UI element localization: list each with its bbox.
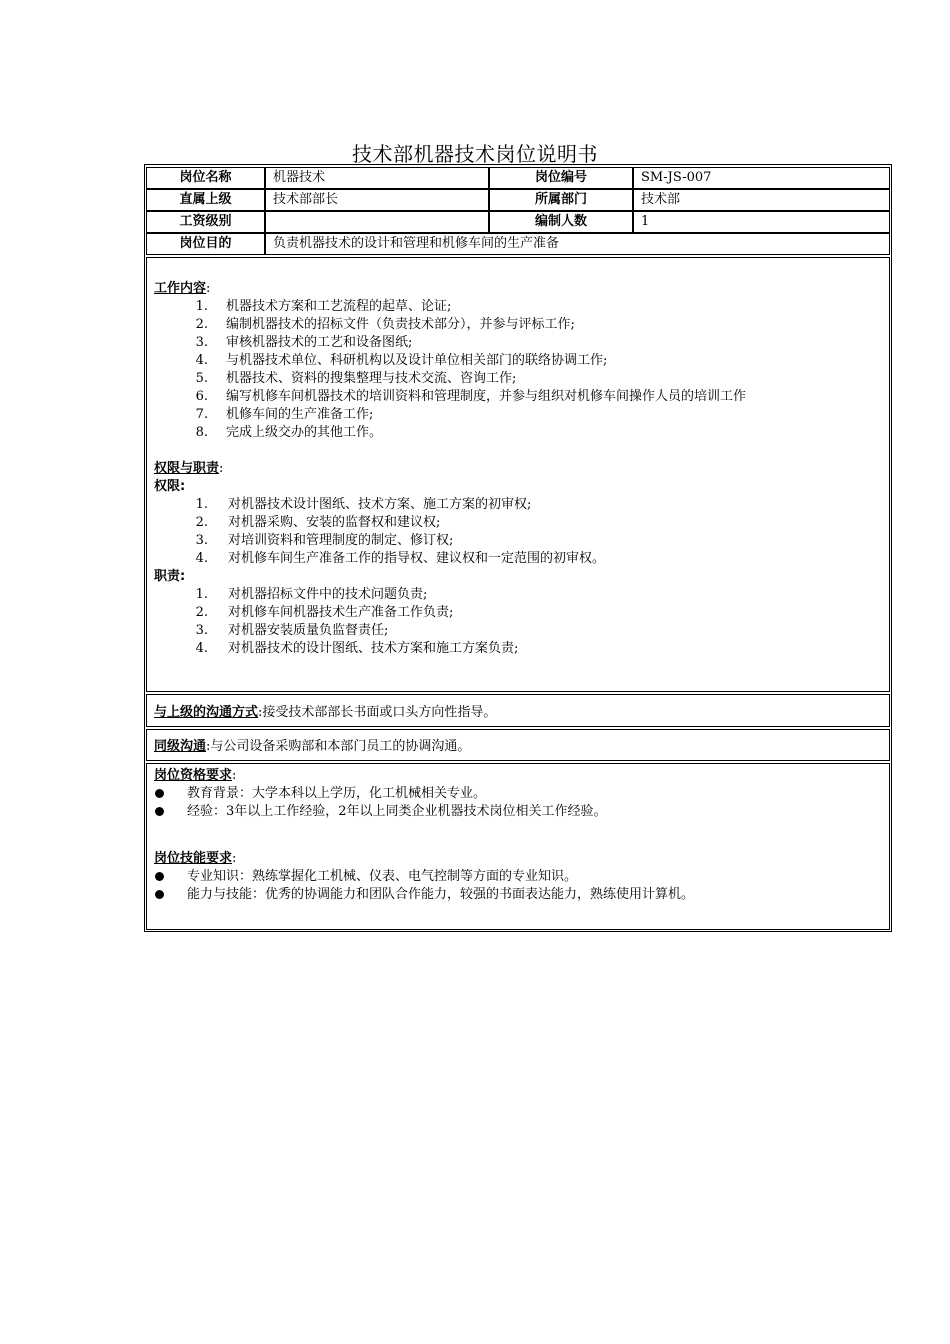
list-number: 1.: [195, 497, 208, 512]
department-label: 所属部门: [489, 189, 633, 211]
peer-communication-section: [146, 729, 890, 761]
list-number: 3.: [195, 335, 208, 350]
qualifications-heading-colon: :: [232, 768, 237, 783]
header-info-table: [146, 167, 890, 255]
list-item: [154, 868, 882, 886]
list-number: 6.: [195, 389, 208, 404]
superior-communication-label: 与上级的沟通方式: [154, 705, 259, 720]
list-item: [154, 785, 882, 803]
list-item: [154, 532, 882, 550]
list-text: 对机器技术的设计图纸、技术方案和施工方案负责;: [228, 641, 519, 656]
list-text: 对机器采购、安装的监督权和建议权;: [228, 515, 441, 530]
document-title: 技术部机器技术岗位说明书: [352, 142, 598, 166]
headcount-label: 编制人数: [489, 211, 633, 233]
list-item: [154, 388, 882, 406]
bullet-icon: [155, 807, 164, 816]
duties-section: [146, 257, 890, 692]
header-row-salary: [146, 211, 890, 233]
superior-communication-section: [146, 694, 890, 727]
list-item: [154, 586, 882, 604]
salary-level-label: 工资级别: [146, 211, 265, 233]
qualifications-heading-line: [154, 767, 882, 785]
position-name-label: 岗位名称: [146, 167, 265, 189]
list-item: [154, 886, 882, 904]
work-heading-line: [154, 280, 882, 298]
list-item: [154, 604, 882, 622]
list-item: [154, 316, 882, 334]
authority-heading: 权限与职责: [154, 461, 220, 476]
authority-heading-colon: :: [219, 461, 224, 476]
list-text: 机修车间的生产准备工作;: [226, 407, 374, 422]
supervisor-value: 技术部部长: [265, 189, 489, 211]
header-row-position: [146, 167, 890, 189]
bullet-icon: [155, 789, 164, 798]
qualifications-list: [154, 785, 882, 821]
superior-communication-text: :接受技术部部长书面或口头方向性指导。: [258, 705, 497, 720]
list-item: [154, 352, 882, 370]
list-text: 能力与技能：优秀的协调能力和团队合作能力，较强的书面表达能力，熟练使用计算机。: [187, 887, 695, 902]
list-number: 7.: [195, 407, 208, 422]
work-list: [154, 298, 882, 442]
peer-communication-text: :与公司设备采购部和本部门员工的协调沟通。: [206, 739, 471, 754]
list-item: [154, 803, 882, 821]
list-text: 对培训资料和管理制度的制定、修订权;: [228, 533, 454, 548]
bullet-icon: [155, 890, 164, 899]
list-item: [154, 550, 882, 568]
list-item: [154, 424, 882, 442]
bullet-icon: [155, 872, 164, 881]
list-number: 1.: [195, 299, 208, 314]
list-number: 2.: [195, 317, 208, 332]
list-item: [154, 334, 882, 352]
list-item: [154, 622, 882, 640]
position-code-label: 岗位编号: [489, 167, 633, 189]
list-item: [154, 370, 882, 388]
duties-list: [154, 586, 882, 658]
work-heading-colon: :: [206, 281, 211, 296]
headcount-value: 1: [633, 211, 890, 233]
supervisor-label: 直属上级: [146, 189, 265, 211]
list-number: 3.: [195, 533, 208, 548]
list-number: 5.: [195, 371, 208, 386]
authority-heading-line: [154, 460, 882, 478]
skills-list: [154, 868, 882, 904]
list-item: [154, 298, 882, 316]
list-text: 编制机器技术的招标文件（负责技术部分），并参与评标工作;: [226, 317, 575, 332]
list-item: [154, 406, 882, 424]
peer-communication-label: 同级沟通: [154, 739, 207, 754]
skills-heading: 岗位技能要求: [154, 851, 233, 866]
list-text: 教育背景：大学本科以上学历，化工机械相关专业。: [187, 786, 487, 801]
list-text: 对机器安装质量负监督责任;: [228, 623, 389, 638]
position-name-value: 机器技术: [265, 167, 489, 189]
list-number: 4.: [195, 353, 208, 368]
list-text: 机器技术、资料的搜集整理与技术交流、咨询工作;: [226, 371, 517, 386]
list-number: 1.: [195, 587, 208, 602]
header-row-supervisor: [146, 189, 890, 211]
work-heading: 工作内容: [154, 281, 207, 296]
list-number: 4.: [195, 641, 208, 656]
department-value: 技术部: [633, 189, 890, 211]
list-text: 专业知识：熟练掌握化工机械、仪表、电气控制等方面的专业知识。: [187, 869, 578, 884]
rights-label: 权限:: [154, 479, 186, 494]
duties-label: 职责:: [154, 569, 186, 584]
list-text: 审核机器技术的工艺和设备图纸;: [226, 335, 413, 350]
list-text: 编写机修车间机器技术的培训资料和管理制度，并参与组织对机修车间操作人员的培训工作: [226, 389, 747, 404]
list-number: 2.: [195, 605, 208, 620]
qualifications-section: [146, 763, 890, 930]
list-number: 4.: [195, 551, 208, 566]
purpose-value: 负责机器技术的设计和管理和机修车间的生产准备: [265, 233, 890, 255]
skills-heading-line: [154, 850, 882, 868]
list-text: 对机器招标文件中的技术问题负责;: [228, 587, 428, 602]
list-item: [154, 640, 882, 658]
list-number: 8.: [195, 425, 208, 440]
list-text: 完成上级交办的其他工作。: [226, 425, 383, 440]
list-number: 3.: [195, 623, 208, 638]
rights-list: [154, 496, 882, 568]
list-item: [154, 496, 882, 514]
list-number: 2.: [195, 515, 208, 530]
list-text: 对机修车间生产准备工作的指导权、建议权和一定范围的初审权。: [228, 551, 606, 566]
purpose-label: 岗位目的: [146, 233, 265, 255]
list-text: 机器技术方案和工艺流程的起草、论证;: [226, 299, 452, 314]
qualifications-heading: 岗位资格要求: [154, 768, 233, 783]
list-text: 经验：3年以上工作经验，2年以上同类企业机器技术岗位相关工作经验。: [187, 804, 607, 819]
list-text: 对机器技术设计图纸、技术方案、施工方案的初审权;: [228, 497, 532, 512]
position-code-value: SM-JS-007: [633, 167, 890, 189]
list-item: [154, 514, 882, 532]
list-text: 与机器技术单位、科研机构以及设计单位相关部门的联络协调工作;: [226, 353, 608, 368]
list-text: 对机修车间机器技术生产准备工作负责;: [228, 605, 454, 620]
header-row-purpose: [146, 233, 890, 255]
skills-heading-colon: :: [232, 851, 237, 866]
salary-level-value: [265, 211, 489, 233]
